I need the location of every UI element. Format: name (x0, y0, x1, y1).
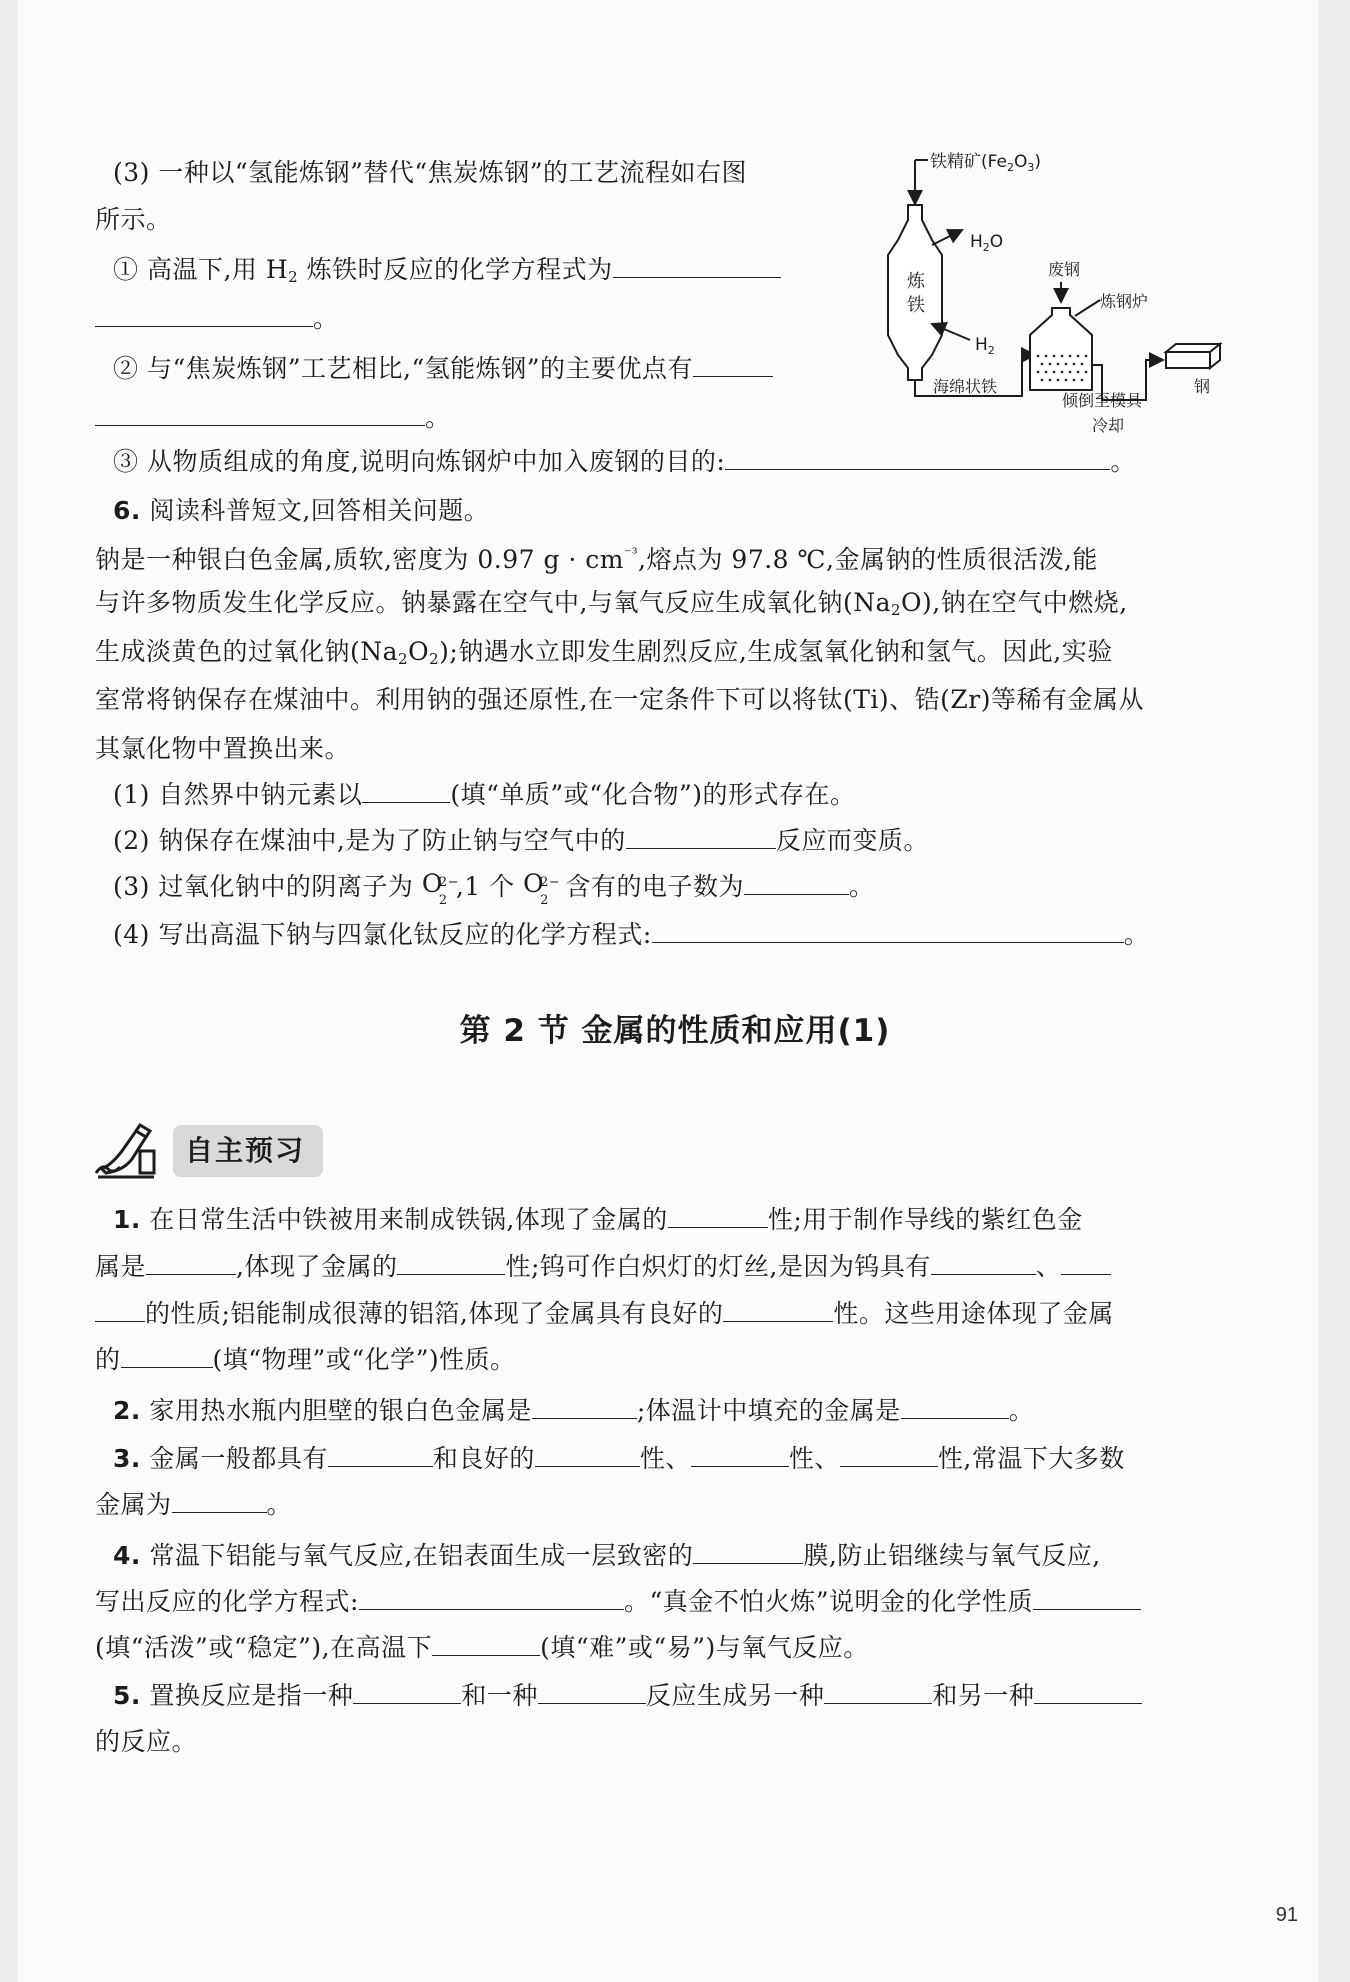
answer-blank[interactable] (362, 776, 450, 803)
answer-blank[interactable] (652, 916, 1124, 943)
answer-blank[interactable] (723, 1295, 833, 1322)
p4-line-3 (95, 1629, 869, 1666)
q-text: 性;用于制作导线的紫红色金 (767, 1205, 1083, 1234)
q3-part1-text: ① 高温下,用 H (113, 255, 289, 284)
q-text: 金属一般都具有 (140, 1444, 328, 1473)
scrap-steel-label: 废钢 (1048, 260, 1081, 279)
answer-blank[interactable] (693, 1537, 803, 1564)
period: 。 (849, 872, 875, 901)
steel-label: 钢 (1194, 377, 1211, 396)
h2-label: $H_2$ (975, 335, 995, 357)
answer-blank[interactable] (146, 1248, 236, 1275)
ore-label: 铁精矿$(Fe_2O_3)$ (930, 152, 1041, 174)
q6-sub1-line (113, 776, 856, 813)
answer-blank[interactable] (95, 300, 313, 327)
q6-sub3-text-2: ,1 个 (455, 872, 524, 901)
q6-para-line-1 (95, 536, 1098, 578)
furnace-label-1: 炼 (907, 271, 925, 292)
q-text: 写出反应的化学方程式: (95, 1587, 359, 1616)
q3-part2-line-2 (95, 399, 451, 436)
para-text: 与许多物质发生化学反应。钠暴露在空气中,与氧气反应生成氧化钠(Na (95, 588, 891, 617)
q3-part1-line (113, 251, 781, 295)
p3-line-1 (113, 1440, 1125, 1477)
q6-sub3-text-3: 含有的电子数为 (557, 872, 745, 901)
answer-blank[interactable] (691, 1440, 789, 1467)
period: 。 (425, 403, 451, 432)
q6-para-line-2 (95, 585, 1128, 628)
q6-sub1-text: (1) 自然界中钠元素以 (113, 780, 363, 809)
subscript: 2 (890, 601, 902, 619)
pour-label: 倾倒至模具 (1062, 391, 1143, 410)
q6-para-line-5 (95, 731, 350, 767)
q-text: (填“活泼”或“稳定”),在高温下 (95, 1633, 433, 1662)
answer-blank[interactable] (328, 1440, 433, 1467)
superscript: ⁻³ (624, 546, 639, 562)
question-number: 2. (113, 1396, 141, 1425)
q3-intro-line (113, 155, 747, 191)
pencil-writing-icon (92, 1121, 160, 1181)
answer-blank[interactable] (824, 1677, 932, 1704)
para-text: 室常将钠保存在煤油中。利用钠的强还原性,在一定条件下可以将钛(Ti)、锆(Zr)等稀有金属从 (95, 685, 1144, 714)
q6-sub3-line (113, 868, 875, 908)
q6-sub2-line (113, 822, 929, 859)
answer-blank[interactable] (95, 399, 425, 426)
period: 。 (1110, 447, 1136, 476)
para-text: 其氯化物中置换出来。 (95, 734, 351, 763)
q-text: ;体温计中填充的金属是 (636, 1396, 901, 1425)
answer-blank[interactable] (725, 443, 1110, 470)
period: 。 (266, 1490, 293, 1519)
q-text: 常温下铝能与氧气反应,在铝表面生成一层致密的 (140, 1541, 694, 1570)
q-text: 性,常温下大多数 (937, 1444, 1125, 1473)
h2o-label: $H_2O$ (970, 232, 1004, 254)
peroxide-ion: O 2− 2 (523, 869, 561, 908)
q6-sub1-text-2: (填“单质”或“化合物”)的形式存在。 (450, 780, 856, 809)
answer-blank[interactable] (626, 822, 776, 849)
answer-blank[interactable] (1034, 1677, 1142, 1704)
steel-furnace-label: 炼钢炉 (1100, 292, 1149, 311)
q-text: 和一种 (461, 1681, 538, 1710)
answer-blank[interactable] (613, 251, 781, 278)
para-text: );钠遇水立即发生剧烈反应,生成氢氧化钠和氢气。因此,实验 (439, 637, 1113, 666)
cool-label: 冷却 (1092, 416, 1125, 435)
answer-blank[interactable] (668, 1201, 768, 1228)
answer-blank[interactable] (901, 1392, 1009, 1419)
p4-line-1 (113, 1537, 1101, 1574)
q6-title: 阅读科普短文,回答相关问题。 (140, 496, 490, 525)
q6-para-line-4 (95, 682, 1144, 718)
page-number: 91 (1275, 1904, 1298, 1926)
q3-part2-line (113, 350, 773, 387)
p5-line-2 (95, 1724, 197, 1760)
answer-blank[interactable] (432, 1629, 540, 1656)
self-study-badge: 自主预习 (173, 1125, 323, 1177)
q6-para-line-3 (95, 634, 1113, 677)
furnace-label-2: 铁 (907, 295, 925, 316)
p1-line-1 (113, 1201, 1083, 1238)
q-text: 、 (1035, 1252, 1062, 1281)
q-text: 的性质;铝能制成很薄的铝箔,体现了金属具有良好的 (145, 1299, 724, 1328)
iron-furnace-shape (888, 205, 942, 380)
q-text: 性、 (639, 1444, 691, 1473)
answer-blank[interactable] (397, 1248, 505, 1275)
para-text: O),钠在空气中燃烧, (901, 588, 1128, 617)
steel-furnace-leader (1075, 300, 1100, 316)
period: 。 (1008, 1396, 1035, 1425)
p3-line-2 (95, 1486, 292, 1523)
q-text: 属是 (95, 1252, 147, 1281)
question-number: 5. (113, 1681, 141, 1710)
q-text: 的反应。 (95, 1727, 198, 1756)
q6-title-line (113, 493, 489, 529)
q3-part1-text-2: 炼铁时反应的化学方程式为 (298, 255, 613, 284)
q3-part3-text: ③ 从物质组成的角度,说明向炼钢炉中加入废钢的目的: (113, 447, 726, 476)
q-text: 性。这些用途体现了金属 (833, 1299, 1114, 1328)
q-text: 金属为 (95, 1490, 172, 1519)
q3-part1-line-2 (95, 300, 339, 337)
answer-blank[interactable] (535, 1440, 640, 1467)
h2o-arrow (932, 230, 962, 245)
peroxide-ion: O 2− 2 (421, 869, 459, 908)
para-text: 钠是一种银白色金属,质软,密度为 0.97 g · cm (95, 545, 625, 574)
answer-blank[interactable] (538, 1677, 646, 1704)
q-text: 在日常生活中铁被用来制成铁锅,体现了金属的 (140, 1205, 668, 1234)
steel-ingot-front (1166, 352, 1210, 368)
answer-blank[interactable] (840, 1440, 938, 1467)
q6-sub2-text-2: 反应而变质。 (775, 826, 929, 855)
q-text: 反应生成另一种 (645, 1681, 825, 1710)
q3-intro-text-2: 所示。 (95, 205, 172, 234)
section-title: 第 2 节 金属的性质和应用(1) (459, 1013, 891, 1049)
p1-line-3 (95, 1295, 1114, 1332)
q6-sub2-text: (2) 钠保存在煤油中,是为了防止钠与空气中的 (113, 826, 626, 855)
answer-blank[interactable] (1061, 1248, 1111, 1275)
period: 。 (1123, 920, 1150, 949)
q-text: 。“真金不怕火炼”说明金的化学性质 (623, 1587, 1034, 1616)
period: 。 (313, 304, 339, 333)
p2-line (113, 1392, 1034, 1429)
q-text: 家用热水瓶内胆壁的银白色金属是 (140, 1396, 532, 1425)
answer-blank[interactable] (359, 1583, 624, 1610)
q-text: 和另一种 (932, 1681, 1035, 1710)
answer-blank[interactable] (744, 868, 849, 895)
q-text: 和良好的 (432, 1444, 535, 1473)
para-text: O (408, 637, 430, 666)
q-text: 膜,防止铝继续与氧气反应, (803, 1541, 1101, 1570)
hydrogen-steelmaking-flow-diagram (870, 150, 1270, 440)
q-text: (填“物理”或“化学”)性质。 (212, 1345, 516, 1374)
q6-sub4-text: (4) 写出高温下钠与四氯化钛反应的化学方程式: (113, 920, 652, 949)
p1-line-2 (95, 1248, 1111, 1285)
steel-furnace-shape (1030, 308, 1092, 390)
answer-blank[interactable] (1033, 1583, 1141, 1610)
para-text: 生成淡黄色的过氧化钠(Na (95, 637, 399, 666)
q-text: (填“难”或“易”)与氧气反应。 (540, 1633, 869, 1662)
q6-sub4-line (113, 916, 1149, 953)
p4-line-2 (95, 1583, 1141, 1620)
question-number: 4. (113, 1541, 141, 1570)
q-text: ,体现了金属的 (236, 1252, 398, 1281)
question-number: 1. (113, 1205, 141, 1234)
q3-intro-line-2 (95, 202, 172, 238)
q-text: 性、 (788, 1444, 840, 1473)
answer-blank[interactable] (693, 350, 773, 377)
answer-blank[interactable] (172, 1486, 267, 1513)
q6-number: 6. (113, 496, 141, 525)
q6-sub3-text: (3) 过氧化钠中的阴离子为 (113, 872, 422, 901)
p5-line-1 (113, 1677, 1142, 1714)
answer-blank[interactable] (353, 1677, 461, 1704)
para-text: ,熔点为 97.8 ℃,金属钠的性质很活泼,能 (638, 545, 1098, 574)
subscript: 2 (398, 650, 409, 668)
question-number: 3. (113, 1444, 141, 1473)
p1-line-4 (95, 1341, 516, 1378)
h2-subscript: 2 (288, 268, 299, 286)
answer-blank[interactable] (532, 1392, 637, 1419)
answer-blank[interactable] (931, 1248, 1036, 1275)
subscript: 2 (429, 650, 440, 668)
q-text: 性;钨可作白炽灯的灯丝,是因为钨具有 (505, 1252, 931, 1281)
q3-part3-line (113, 443, 1136, 480)
q3-intro-text: (3) 一种以“氢能炼钢”替代“焦炭炼钢”的工艺流程如右图 (113, 158, 747, 187)
q3-part2-text: ② 与“焦炭炼钢”工艺相比,“氢能炼钢”的主要优点有 (113, 354, 694, 383)
sponge-iron-label: 海绵状铁 (933, 377, 998, 396)
q-text: 的 (95, 1345, 121, 1374)
q-text: 置换反应是指一种 (140, 1681, 354, 1710)
answer-blank[interactable] (95, 1295, 145, 1322)
answer-blank[interactable] (121, 1341, 213, 1368)
